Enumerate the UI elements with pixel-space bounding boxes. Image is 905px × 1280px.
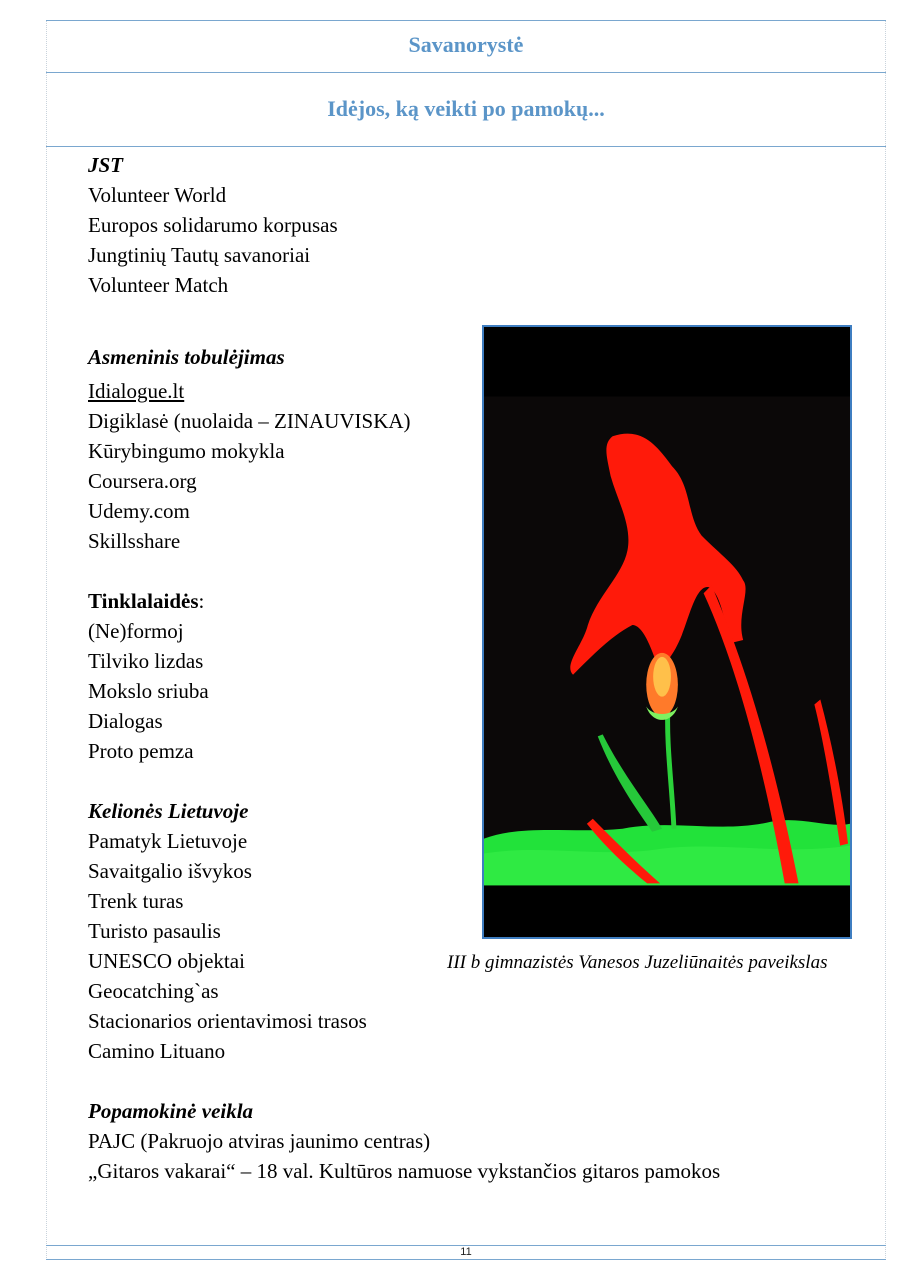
page-number: 11 (460, 1246, 472, 1258)
header-bottom-rule (46, 146, 886, 147)
footer-bottom-rule (46, 1259, 886, 1260)
list-item: Volunteer Match (88, 273, 229, 297)
section-heading-after-school: Popamokinė veikla (88, 1099, 254, 1123)
section-heading-self-improvement: Asmeninis tobulėjimas (88, 345, 285, 369)
list-item: Savaitgalio išvykos (88, 859, 252, 883)
painting-flower-svg (484, 327, 850, 937)
list-item: Volunteer World (88, 183, 227, 207)
section-heading-travel: Kelionės Lietuvoje (88, 799, 249, 823)
list-item: Tilviko lizdas (88, 649, 204, 673)
painting-image (482, 325, 852, 939)
list-item: Jungtinių Tautų savanoriai (88, 243, 311, 267)
list-item: Dialogas (88, 709, 163, 733)
list-item: PAJC (Pakruojo atviras jaunimo centras) (88, 1129, 431, 1153)
list-item: Geocatching`as (88, 979, 219, 1003)
list-item: Europos solidarumo korpusas (88, 213, 338, 237)
list-item: Digiklasė (nuolaida – ZINAUVISKA) (88, 409, 411, 433)
page-title: Savanorystė (408, 32, 524, 57)
list-item: Udemy.com (88, 499, 190, 523)
list-item: Mokslo sriuba (88, 679, 209, 703)
page-subtitle: Idėjos, ką veikti po pamokų... (327, 96, 605, 121)
list-item: Kūrybingumo mokykla (88, 439, 285, 463)
list-item: Camino Lituano (88, 1039, 226, 1063)
list-item: Turisto pasaulis (88, 919, 221, 943)
list-item: Skillsshare (88, 529, 181, 553)
list-item: Pamatyk Lietuvoje (88, 829, 248, 853)
header-middle-rule (46, 72, 886, 73)
list-item: Proto pemza (88, 739, 194, 763)
list-item: Coursera.org (88, 469, 197, 493)
section-heading-podcasts: Tinklalaidės (88, 589, 199, 613)
heading-colon: : (198, 589, 205, 613)
header-top-rule (46, 20, 886, 21)
idialogue-link[interactable]: Idialogue.lt (88, 379, 185, 403)
section-heading-volunteering: JST (88, 153, 124, 177)
list-item: (Ne)formoj (88, 619, 184, 643)
list-item: Stacionarios orientavimosi trasos (88, 1009, 367, 1033)
list-item: UNESCO objektai (88, 949, 245, 973)
list-item: „Gitaros vakarai“ – 18 val. Kultūros namuose vykstančios gitaros pamokos (88, 1159, 721, 1183)
list-item: Trenk turas (88, 889, 184, 913)
painting-caption: III b gimnazistės Vanesos Juzeliūnaitės paveikslas (447, 952, 828, 973)
